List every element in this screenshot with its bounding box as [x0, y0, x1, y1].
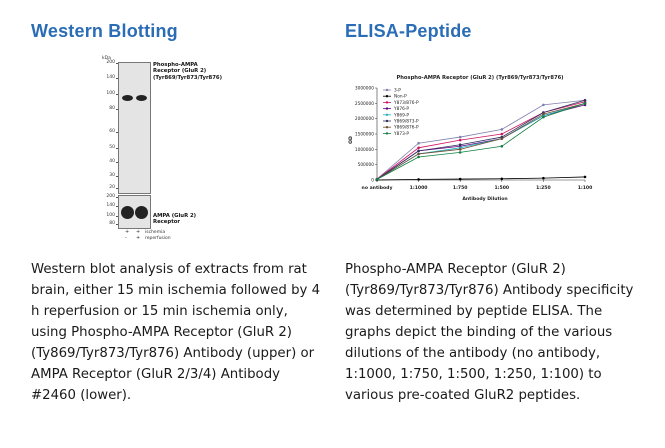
legend-swatch-marker [386, 126, 388, 128]
mw-marker-label: 140 [106, 203, 115, 208]
y-tick-label: 0 [371, 178, 374, 184]
ischemia-legend: ischemia [145, 230, 166, 235]
chart-legend [383, 88, 419, 137]
upper-band-lane1 [122, 95, 133, 101]
data-point [417, 147, 420, 150]
x-tick-label: 1:250 [536, 186, 551, 191]
legend-swatch-marker [386, 89, 388, 91]
legend-label: Y876-P [394, 107, 409, 113]
data-point [459, 151, 462, 154]
mw-marker-label: 200 [106, 60, 115, 65]
ischemia-lane1-mark: + [125, 229, 130, 235]
legend-label: Y869/873-P [394, 119, 419, 125]
legend-swatch-marker [386, 95, 388, 97]
y-tick-label: 1500000 [354, 132, 374, 138]
upper-band-lane2 [136, 95, 147, 101]
mw-marker-label: 100 [106, 91, 115, 96]
lower-blot-label: AMPA (GluR 2) Receptor [153, 213, 197, 226]
legend-swatch-marker [386, 107, 388, 109]
y-axis-label: OD [349, 136, 354, 144]
data-point [501, 177, 504, 180]
legend-swatch-marker [386, 114, 388, 116]
mw-marker-label: 80 [109, 221, 115, 226]
mw-marker-label: 20 [109, 185, 115, 190]
legend-label: Non-P [394, 94, 407, 100]
reperfusion-lane1-mark: - [125, 235, 127, 241]
legend-label: 3-P [394, 88, 401, 94]
mw-marker-label: 60 [109, 129, 115, 134]
series-line [377, 177, 585, 180]
mw-marker-label: 80 [109, 106, 115, 111]
legend-label: Y869/876-P [394, 125, 419, 131]
western-blotting-title: Western Blotting [31, 21, 178, 41]
data-point [459, 139, 462, 142]
data-point [417, 153, 420, 156]
reperfusion-lane2-mark: + [136, 235, 141, 241]
x-tick-label: 1:100 [577, 186, 593, 191]
legend-label: Y873/876-P [394, 100, 419, 106]
data-point [459, 136, 462, 139]
upper-blot-panel [118, 62, 151, 194]
data-point [417, 142, 420, 145]
upper-blot-label: Phospho-AMPA Receptor (GluR 2) (Tyr869/Tyr873/Tyr876) [153, 62, 223, 81]
mw-marker-label: 140 [106, 75, 115, 80]
legend-label: Y873-P [394, 131, 409, 137]
legend-label: Y869-P [394, 113, 409, 119]
data-point [542, 104, 545, 107]
x-axis-label: Antibody Dilution [462, 197, 508, 202]
data-point [417, 150, 420, 153]
data-point [417, 156, 420, 159]
x-tick-label: no antibody [361, 186, 393, 191]
data-point [501, 137, 504, 140]
ischemia-lane2-mark: + [136, 229, 141, 235]
mw-marker-label: 40 [109, 159, 115, 164]
mw-marker-label: 100 [106, 213, 115, 218]
data-point [501, 145, 504, 148]
mw-marker-label: 200 [106, 194, 115, 199]
chart-title: Phospho-AMPA Receptor (GluR 2) (Tyr869/Tyr873/Tyr876) [396, 75, 564, 81]
data-point [542, 113, 545, 116]
data-point [501, 133, 504, 136]
y-tick-label: 500000 [357, 163, 374, 169]
y-tick-label: 3000000 [354, 86, 374, 92]
x-tick-label: 1:750 [452, 186, 468, 191]
data-point [417, 178, 420, 181]
data-point [459, 148, 462, 151]
kda-unit-label: kDa [102, 56, 111, 61]
elisa-caption: Phospho-AMPA Receptor (GluR 2) (Tyr869/Tyr873/Tyr876) Antibody specificity was determined by peptide ELISA. The graphs depict the binding of the various dilutions of the antibody (no antibody, 1:1000, 1:750, 1:500, 1:250, 1:100) to various pre-coated GluR2 peptides. [345, 262, 634, 403]
lower-band-lane1 [121, 206, 134, 219]
x-tick-label: 1:500 [494, 186, 510, 191]
mw-marker-label: 50 [109, 145, 115, 150]
data-point [584, 99, 587, 102]
x-tick-label: 1:1000 [409, 186, 428, 191]
data-point [542, 177, 545, 180]
data-point [584, 102, 587, 105]
legend-swatch-marker [386, 132, 388, 134]
elisa-peptide-title: ELISA-Peptide [345, 21, 472, 41]
elisa-line-chart [335, 70, 605, 220]
western-blot-figure [100, 56, 270, 241]
legend-swatch-marker [386, 120, 388, 122]
lower-blot-panel [118, 195, 151, 229]
data-point [459, 178, 462, 181]
y-tick-label: 2000000 [354, 117, 374, 123]
y-tick-label: 2500000 [354, 101, 374, 107]
reperfusion-legend: reperfusion [145, 236, 171, 241]
data-point [584, 176, 587, 179]
data-point [376, 178, 379, 181]
y-tick-label: 1000000 [354, 147, 374, 153]
data-point [501, 128, 504, 131]
mw-marker-label: 30 [109, 173, 115, 178]
data-point [542, 116, 545, 119]
data-point [459, 143, 462, 146]
western-blot-caption: Western blot analysis of extracts from rat brain, either 15 min ischemia followed by 4 h reperfusion or 15 min ischemia only, using Phospho-AMPA Receptor (GluR 2) (Ty869/Tyr873/Tyr876) Antibody (upper) or AMPA Receptor (GluR 2/3/4) Antibody #2460 (lower). [31, 262, 321, 403]
legend-swatch-marker [386, 101, 388, 103]
lower-band-lane2 [135, 206, 148, 219]
